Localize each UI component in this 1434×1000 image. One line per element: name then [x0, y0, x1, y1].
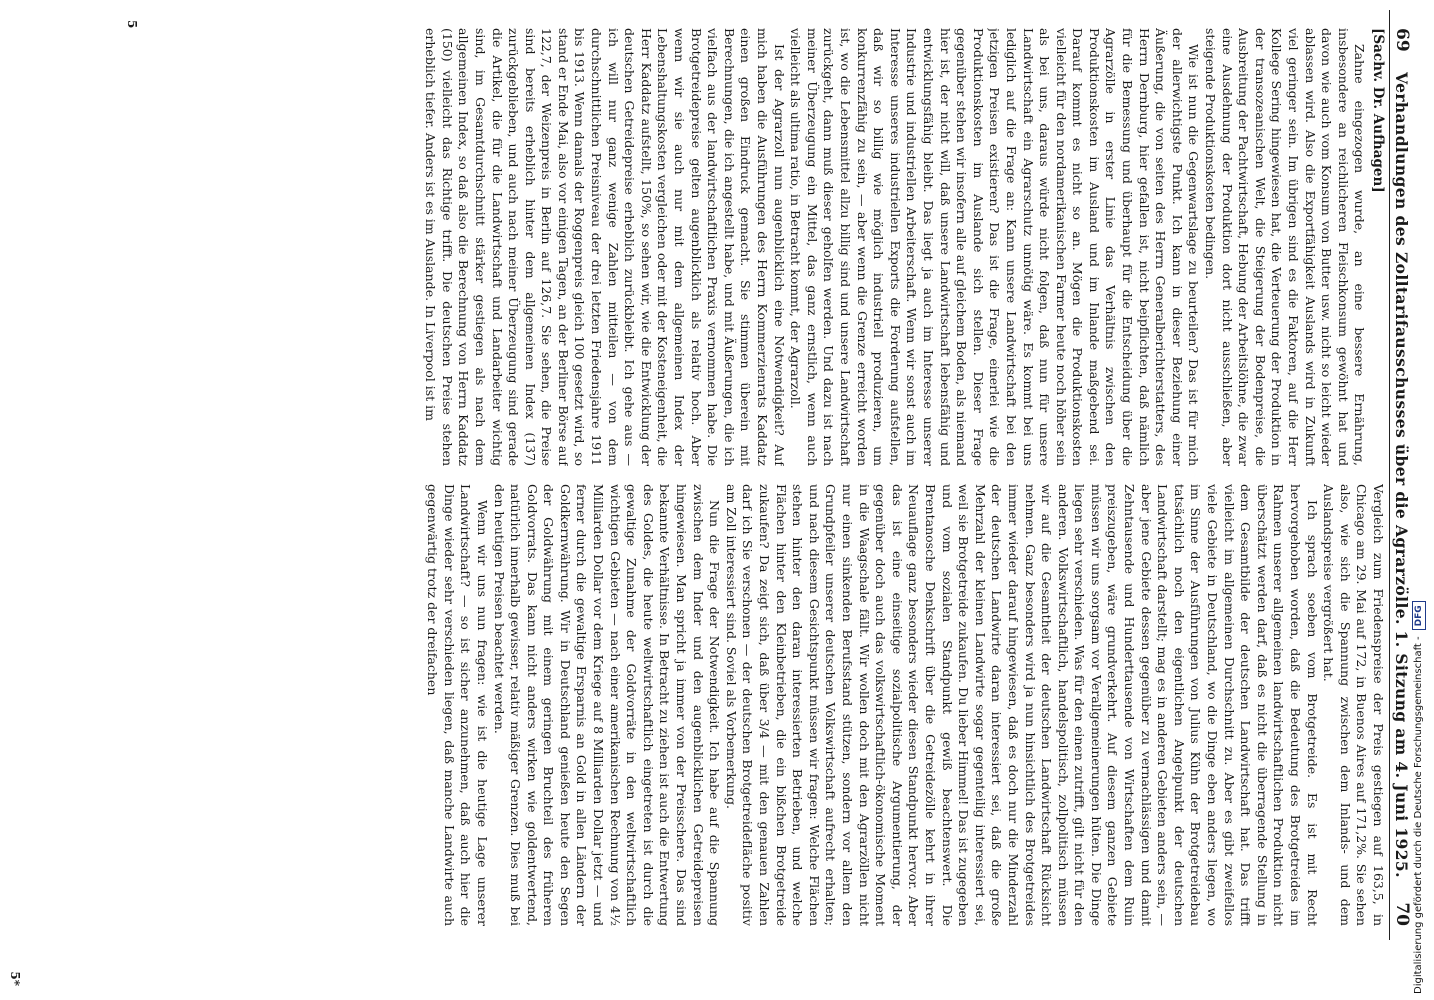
paragraph: Wenn wir uns nun fragen: wie ist die heutige Lage unserer Landwirtschaft? — so ist sicher anzunehmen, daß auch hier die Dinge wieder sehr verschieden liegen, daß manche Landwirte auch gegenwärtig trotz der dreifachen: [425, 484, 490, 926]
dfg-logo-icon: DFG: [1412, 601, 1426, 630]
page-header-title: Verhandlungen des Zolltarifausschusses über die Agrarzölle. 1. Sitzung am 4. Juni 1925.: [1392, 72, 1411, 878]
paragraph: Zahne eingezogen wurde, an eine bessere Ernährung, insbesondere an reichlicheren Fleischkonsum gewöhnt hat und davon wie auch vom Konsum von Butter usw. nicht so leicht wieder ablassen wird. Also die Exportfähigkeit Auslands wird in Zukunft viel geringer sein. Im übrigen sind es die Faktoren, auf die Herr Kollege Sering hingewiesen hat, die Verteuerung der Produktion in der transozeanischen Welt, die Steigerung der Bodenpreise, die Ausbreitung der Pachtwirtschaft, Hebung der Arbeitslöhne, die zwar eine Ausdehnung der Produktion dort nicht ausschließen, aber steigende Produktionskosten bedingen.: [1203, 28, 1368, 466]
digitization-credit: [1408, 4, 1430, 994]
signature-mark-right: 5*: [8, 971, 22, 986]
text-column-right: [26, 484, 1386, 926]
paragraph: Nun die Frage der Notwendigkeit. Ich habe auf die Spannung zwischen dem Inder und den augenblicklichen Getreidepreisen hingewiesen. Man spricht ja immer von der Preisschere. Das sind bekannte Verhältnisse. In Betracht zu ziehen ist auch die Entwertung des Goldes, die heute weltwirtschaftlich eingetreten ist durch die gewaltige Zunahme der Goldvorräte in den weltwirtschaftlich wichtigen Gebieten — nach einer amerikanischen Rechnung von 4½ Milliarden Dollar vor dem Kriege auf 8 Milliarden Dollar jetzt — und ferner durch die gewaltige Ersparnis an Gold in allen Ländern der Goldkernwährung. Wir in Deutschland genießen heute den Segen der Goldwährung mit einem geringen Bruchteil des früheren Goldvorrats. Das kann nicht anders wirken wie goldentwertend, natürlich innerhalb gewisser, relativ mäßiger Grenzen. Dies muß bei den heutigen Preisen beachtet werden.: [491, 484, 723, 926]
text-column-left: [26, 28, 1386, 466]
signature-mark-left: 5: [125, 20, 139, 29]
paragraph: Vergleich zum Friedenspreise der Preis gestiegen auf 163,5, in Chicago am 29. Mai auf 172, in Buenos Aires auf 171,2%. Sie sehen also, wie sich die Spannung zwischen dem Inlands- und dem Auslandspreise vergrößert hat.: [1321, 484, 1386, 926]
paragraph: Ich sprach soeben vom Brotgetreide. Es ist mit Recht hervorgehoben worden, daß die Bedeutung des Brotgetreides im Rahmen unserer allgemeinen landwirtschaftlichen Produktion nicht überschätzt werden darf, daß es nicht die überragende Stellung in dem Gesamtbilde der deutschen Landwirtschaft hat. Das trifft vielleicht im allgemeinen Durchschnitt zu. Aber es gibt zweifellos viele Gebiete in Deutschland, wo die Dinge eben anders liegen, wo im Sinne der Ausführungen von Julius Kühn der Brotgetreidebau tatsächlich noch den eigentlichen Angelpunkt der deutschen Landwirtschaft darstellt; mag es in anderen Gebieten anders sein, — aber jene Gebiete dessen gegenüber zu vernachlässigen und damit Zehntausende und Hunderttausende von Wirtschaften dem Ruin preiszugeben, wäre grundverkehrt. Auf diesem ganzen Gebiete müssen wir uns sorgsam vor Verallgemeinerungen hüten. Die Dinge liegen sehr verschieden. Was für den einen zutrifft, gilt nicht für den anderen. Volkswirtschaftlich, handelspolitisch, zollpolitisch müssen wir auf die Gesamtheit der deutschen Landwirtschaft Rücksicht nehmen. Ganz besonders wird ja nun hinsichtlich des Brotgetreides immer wieder darauf hingewiesen, daß es doch nur die Minderzahl der deutschen Landwirte daran interessiert sei, daß die große Mehrzahl der kleinen Landwirte sogar gegenteilig interessiert sei, weil sie Brotgetreide zukaufen. Du lieber Himmel! Das ist zugegeben und vom sozialen Standpunkt gewiß beachtenswert. Die Brentanosche Denkschrift über die Getreidezölle kehrt in ihrer Neuauflage ganz besonders wieder diesen Standpunkt hervor. Aber das ist eine einseitige sozialpolitische Argumentierung, der gegenüber doch auch das volkswirtschaftlich-ökonomische Moment in die Waagschale fällt. Wir wollen doch mit den Agrarzöllen nicht nur einen sinkenden Berufsstand stützen, sondern vor allem den Grundpfeiler unserer deutschen Volkswirtschaft aufrecht erhalten; und nach diesem Gesichtspunkt müssen wir fragen: Welche Flächen stehen hinter den daran interessierten Betrieben, und welche Flächen hinter den Kleinbetrieben, die ein bißchen Brotgetreide zukaufen? Da zeigt sich, daß über 3/4 — mit den genauen Zahlen darf ich Sie verschonen — der deutschen Brotgetreidefläche positiv am Zoll interessiert sind. Soviel als Vorbemerkung.: [723, 484, 1320, 926]
paragraph: Ist der Agrarzoll nun augenblicklich eine Notwendigkeit? Auf mich haben die Ausführungen des Herrn Kommerzienrats Kaddatz einen großen Eindruck gemacht. Sie stimmen überein mit Berechnungen, die ich angestellt habe, und mit Äußerungen, die ich vielfach aus der landwirtschaftlichen Praxis vernommen habe. Die Brotgetreidepreise gelten augenblicklich als relativ hoch. Aber wenn wir sie auch nur mit dem allgemeinen Index der Lebenshaltungskosten vergleichen oder mit der Kosteneigenheit, die Herr Kaddatz aufstellt, 150%, so sehen wir, wie die Entwicklung der deutschen Getreidepreise erheblich zurückbleibt. Ich gehe aus — ich will nur ganz wenige Zahlen mitteilen — von dem durchschnittlichen Preisniveau der drei letzten Friedensjahre 1911 bis 1913. Wenn damals der Roggenpreis gleich 100 gesetzt wird, so stand er Ende Mai, also vor einigen Tagen, an der Berliner Börse auf 122,7, der Weizenpreis in Berlin auf 126,7. Sie sehen, die Preise sind bereits erheblich hinter dem allgemeinen Index (137) zurückgeblieben, und auch nach meiner Überzeugung sind gerade die Artikel, die für die Landwirtschaft und Landarbeiter wichtig sind, im Gesamtdurchschnitt stärker gestiegen als nach dem allgemeinen Index, so daß also die Berechnung von Herrn Kaddatz (150) vielleicht das Richtige trifft. Die deutschen Preise stehen erheblich tiefer. Anders ist es im Auslande. In Liverpool ist im: [423, 28, 787, 466]
credit-text: Digitalisierung gefördert durch die Deutsche Forschungsgemeinschaft -: [1413, 636, 1424, 994]
speaker-label: [Sachv. Dr. Aufhagen]: [1370, 28, 1386, 193]
paragraph: Wie ist nun die Gegenwartslage zu beurteilen? Das ist für mich der allerwichtigste Punkt. Ich kann in dieser Beziehung einer Äußerung, die von seiten des Herrn Generalberichterstatters, des Herrn Dernburg, hier gefallen ist, nicht beipflichten, daß nämlich für die Bemessung und überhaupt für die Entscheidung über die Agrarzölle in erster Linie das Verhältnis zwischen den Produktionskosten im Ausland und im Inlande maßgebend sei. Darauf kommt es nicht so an. Mögen die Produktionskosten vielleicht für den nordamerikanischen Farmer heute noch höher sein als bei uns, daraus würde nicht folgen, daß nun für unsere Landwirtschaft ein Agrarschutz unnötig wäre. Es kommt bei uns lediglich auf die Frage an: Kann unsere Landwirtschaft bei den jetzigen Preisen existieren? Das ist die Frage, einerlei wie die Produktionskosten im Auslande sich stellen. Dieser Frage gegenüber stehen wir insofern alle auf gleichem Boden, als niemand hier ist, der nicht will, daß unsere Landwirtschaft lebensfähig und entwicklungsfähig bleibt. Das liegt ja auch im Interesse unserer Industrie und industriellen Arbeiterschaft. Wenn wir sonst auch im Interesse unseres industriellen Exports die Forderung aufstellen, daß wir so billig wie möglich industriell produzieren, um konkurrenzfähig zu sein, — aber wenn die Grenze erreicht worden ist, wo die Lebensmittel allzu billig sind und unsere Landwirtschaft zurückgeht, dann muß dieser geholfen werden. Und dazu ist nach meiner Überzeugung ein Mittel, das ganz ernstlich, wenn auch vielleicht als ultima ratio, in Betracht kommt, der Agrarzoll.: [788, 28, 1202, 466]
page-number-left: 69: [1392, 28, 1412, 52]
page-number-right: 70: [1392, 902, 1412, 926]
